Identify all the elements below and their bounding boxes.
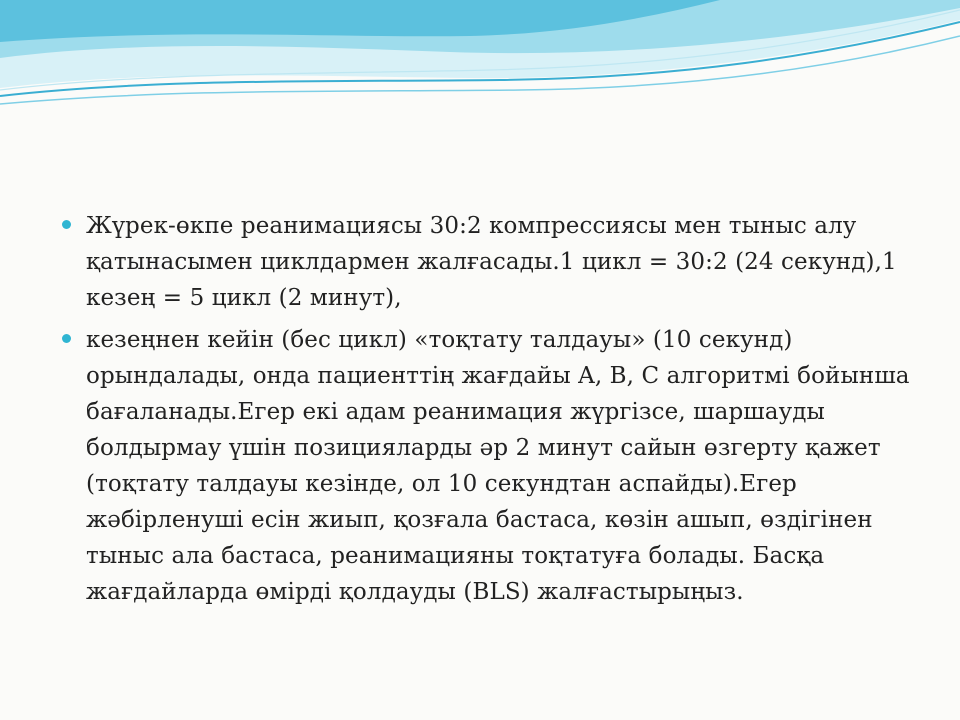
bullet-item-2 <box>60 322 920 610</box>
bullet-text: Жүрек-өкпе реанимациясы 30:2 компрессиясы мен тыныс алу қатынасымен циклдармен жалғасады.1 цикл = 30:2 (24 секунд),1 кезең = 5 цикл (2 минут), <box>86 213 897 311</box>
bullet-dot-icon <box>62 334 71 343</box>
header-wave-decoration <box>0 0 960 120</box>
bullet-text: кезеңнен кейін (бес цикл) «тоқтату талдауы» (10 секунд) орындалады, онда пациенттің жағдайы A, B, C алгоритмі бойынша бағаланады.Егер екі адам реанимация жүргізсе, шаршауды болдырмау үшін позицияларды әр 2 минут сайын өзгерту қажет (тоқтату талдауы кезінде, ол 10 секундтан аспайды).Егер жәбірленуші есін жиып, қозғала бастаса, көзін ашып, өздігінен тыныс ала бастаса, реанимацияны тоқтатуға болады. Басқа жағдайларда өмірді қолдауды (BLS) жалғастырыңыз. <box>86 327 910 605</box>
slide-body <box>60 208 920 616</box>
bullet-item-1 <box>60 208 920 316</box>
bullet-list <box>60 208 920 610</box>
bullet-dot-icon <box>62 220 71 229</box>
